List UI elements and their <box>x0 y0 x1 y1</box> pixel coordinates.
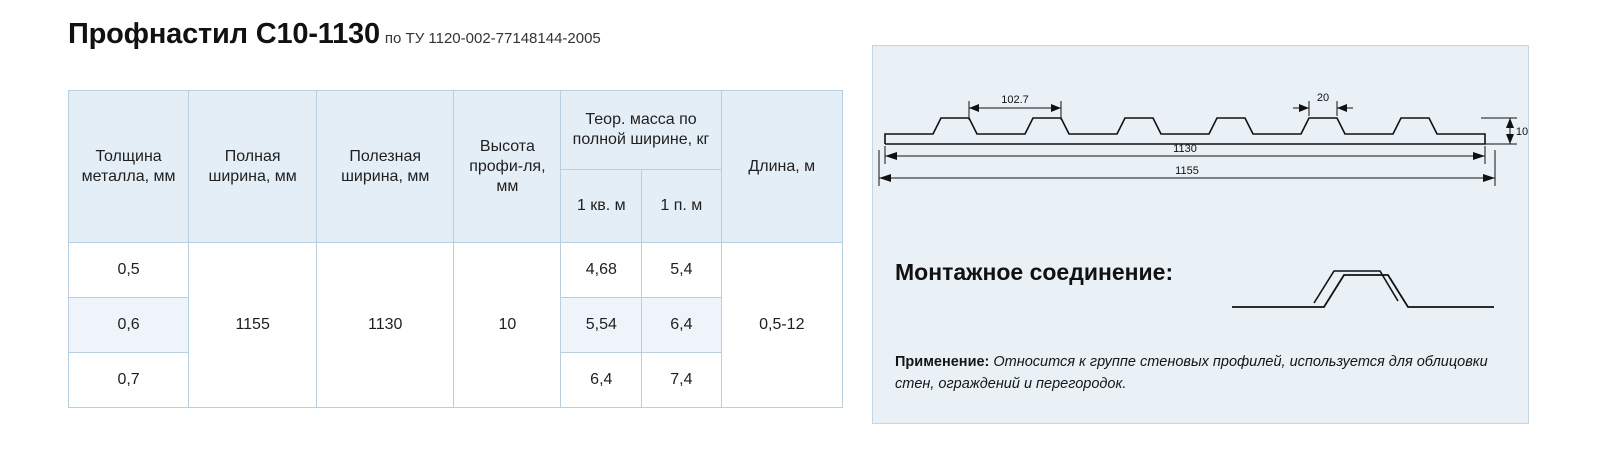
table-body <box>69 243 843 408</box>
cell-mass-per-sqm: 4,68 <box>561 243 642 298</box>
cell-mass-per-lm: 5,4 <box>642 243 721 298</box>
cell-mass-per-lm: 6,4 <box>642 298 721 353</box>
table-header <box>69 91 843 243</box>
table-header-row-1 <box>69 91 843 170</box>
specifications-table <box>68 90 843 408</box>
cell-thickness: 0,6 <box>69 298 189 353</box>
mounting-connection-drawing <box>1228 251 1498 321</box>
cell-thickness: 0,5 <box>69 243 189 298</box>
cell-mass-per-sqm: 6,4 <box>561 353 642 408</box>
cell-profile-height: 10 <box>454 243 561 408</box>
profile-cross-section-drawing <box>873 46 1530 206</box>
usage-text: Относится к группе стеновых профилей, используется для облицовки стен, ограждений и перегородок. <box>895 354 1488 393</box>
cell-thickness: 0,7 <box>69 353 189 408</box>
mounting-connection-title: Монтажное соединение: <box>895 259 1174 285</box>
spec-panel <box>68 0 848 469</box>
column-header-mass-group: Теор. масса по полной ширине, кг <box>561 91 721 170</box>
column-header-profile-height: Высота профи-ля, мм <box>454 91 561 243</box>
cell-full-width: 1155 <box>189 243 317 408</box>
dim-label-useful-width: 1130 <box>1173 143 1197 155</box>
column-header-useful-width: Полезная ширина, мм <box>317 91 454 243</box>
cell-useful-width: 1130 <box>317 243 454 408</box>
page-title-main: Профнастил С10-1130 <box>68 18 380 50</box>
dim-label-full-width: 1155 <box>1175 165 1199 177</box>
cell-length: 0,5-12 <box>721 243 842 408</box>
column-header-thickness: Толщина металла, мм <box>69 91 189 243</box>
column-header-mass-per-sqm: 1 кв. м <box>561 170 642 243</box>
page-title <box>68 18 601 51</box>
profile-info-panel <box>872 45 1529 424</box>
dim-label-rib-width: 20 <box>1316 92 1330 104</box>
column-header-full-width: Полная ширина, мм <box>189 91 317 243</box>
cell-mass-per-lm: 7,4 <box>642 353 721 408</box>
dim-label-wave-pitch: 102.7 <box>1001 94 1029 106</box>
column-header-mass-per-lm: 1 п. м <box>642 170 721 243</box>
table-row <box>69 243 843 298</box>
usage-label: Применение: <box>895 354 990 370</box>
cell-mass-per-sqm: 5,54 <box>561 298 642 353</box>
column-header-length: Длина, м <box>721 91 842 243</box>
page-title-subtitle: по ТУ 1120-002-77148144-2005 <box>384 30 601 47</box>
usage-note <box>895 351 1505 396</box>
dim-label-height: 10 <box>1515 126 1529 138</box>
